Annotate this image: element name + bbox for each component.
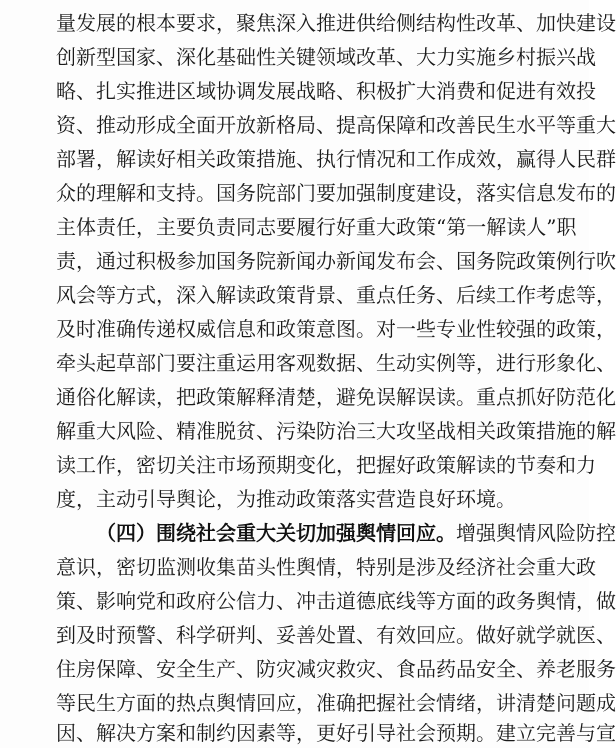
- paragraph-line-4: 资、推动形成全面开放新格局、提高保障和改善民生水平等重大: [56, 113, 616, 137]
- section-line-2: 策、影响党和政府公信力、冲击道德底线等方面的政务舆情，做: [56, 589, 616, 613]
- section-line-3: 到及时预警、科学研判、妥善处置、有效回应。做好就学就医、: [56, 623, 616, 647]
- paragraph-line-8: 责，通过积极参加国务院新闻办新闻发布会、国务院政策例行吹: [56, 249, 616, 273]
- section-heading-line: [0, 516, 616, 550]
- paragraph-line-13: 解重大风险、精准脱贫、污染防治三大攻坚战相关政策措施的解: [56, 419, 616, 443]
- paragraph-line-7: 主体责任，主要负责同志要履行好重大政策“第一解读人”职: [56, 215, 577, 239]
- paragraph-line-11: 牵头起草部门要注重运用客观数据、生动实例等，进行形象化、: [56, 351, 616, 375]
- paragraph-line-3: 略、扎实推进区域协调发展战略、积极扩大消费和促进有效投: [56, 79, 596, 103]
- paragraph-line-1: 量发展的根本要求，聚焦深入推进供给侧结构性改革、加快建设: [56, 11, 616, 35]
- section-line-5: 等民生方面的热点舆情回应，准确把握社会情绪，讲清楚问题成: [56, 691, 616, 715]
- paragraph-line-5: 部署，解读好相关政策措施、执行情况和工作成效，赢得人民群: [56, 147, 616, 171]
- section-heading: （四）围绕社会重大关切加强舆情回应。: [96, 521, 456, 545]
- paragraph-line-15: 度，主动引导舆论，为推动政策落实营造良好环境。: [56, 487, 516, 511]
- paragraph-line-14: 读工作，密切关注市场预期变化，把握好政策解读的节奏和力: [56, 453, 596, 477]
- paragraph-line-2: 创新型国家、深化基础性关键领域改革、大力实施乡村振兴战: [56, 45, 596, 69]
- paragraph-line-9: 风会等方式，深入解读政策背景、重点任务、后续工作考虑等，: [56, 283, 616, 307]
- section-line-6: 因、解决方案和制约因素等，更好引导社会预期。建立完善与宣: [56, 721, 616, 745]
- paragraph-line-6: 众的理解和支持。国务院部门要加强制度建设，落实信息发布的: [56, 181, 616, 205]
- paragraph-line-10: 及时准确传递权威信息和政策意图。对一些专业性较强的政策，: [56, 317, 616, 341]
- paragraph-line-12: 通俗化解读，把政策解释清楚，避免误解误读。重点抓好防范化: [56, 385, 616, 409]
- section-heading-continuation: 增强舆情风险防控: [456, 521, 616, 545]
- section-line-4: 住房保障、安全生产、防灾减灾救灾、食品药品安全、养老服务: [56, 657, 616, 681]
- section-line-1: 意识，密切监测收集苗头性舆情，特别是涉及经济社会重大政: [56, 555, 596, 579]
